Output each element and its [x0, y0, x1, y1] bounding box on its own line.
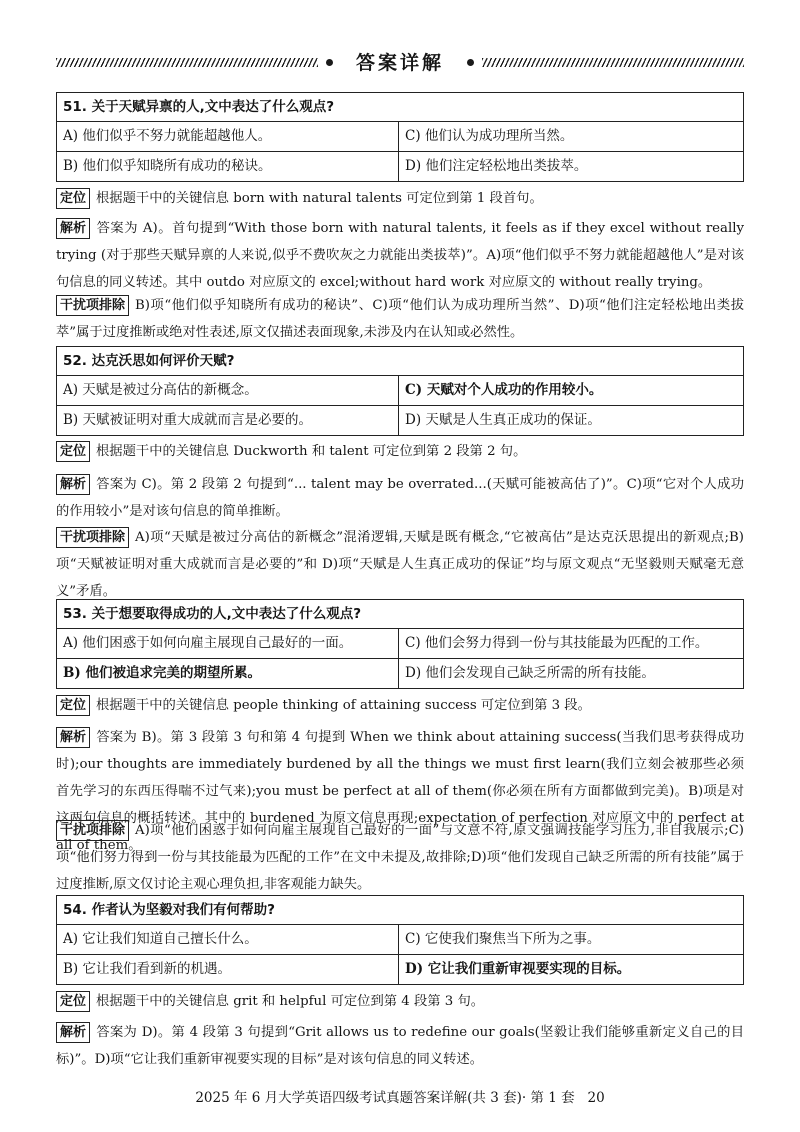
distractor-paragraph — [56, 524, 744, 605]
analysis-text: 答案为 C)。第 2 段第 2 句提到“... talent may be overrated...(天赋可能被高估了)”。C)项“它对个人成功的作用较小”是对该句信息的简单推断。 — [56, 477, 744, 519]
distractor-text: B)项“他们似乎知晓所有成功的秘诀”、C)项“他们认为成功理所当然”、D)项“他们注定轻松地出类拔萃”属于过度推断或绝对性表述,原文仅描述表面现象,未涉及内在认知或必然性。 — [56, 298, 744, 340]
locate-tag: 定位 — [56, 188, 90, 209]
page-header — [56, 48, 744, 78]
locate-text: 根据题干中的关键信息 grit 和 helpful 可定位到第 4 段第 3 句。 — [96, 994, 485, 1009]
distractor-paragraph — [56, 817, 744, 898]
locate-text: 根据题干中的关键信息 Duckworth 和 talent 可定位到第 2 段第 2 句。 — [96, 444, 527, 459]
locate-paragraph — [56, 438, 744, 465]
question-53-box — [56, 599, 744, 689]
option-row — [57, 151, 743, 181]
analysis-tag: 解析 — [56, 474, 90, 495]
distractor-tag: 干扰项排除 — [56, 527, 129, 548]
option-c: C) 天赋对个人成功的作用较小。 — [398, 376, 743, 405]
option-row — [57, 122, 743, 151]
option-row — [57, 405, 743, 435]
page-title: 答案详解 — [355, 52, 444, 74]
option-d: D) 天赋是人生真正成功的保证。 — [398, 406, 743, 435]
analysis-tag: 解析 — [56, 727, 90, 748]
analysis-paragraph — [56, 471, 744, 525]
locate-text: 根据题干中的关键信息 people thinking of attaining success 可定位到第 3 段。 — [96, 698, 591, 713]
option-b: B) 他们被追求完美的期望所累。 — [63, 665, 261, 681]
locate-tag: 定位 — [56, 991, 90, 1012]
question-51-box — [56, 92, 744, 182]
distractor-tag: 干扰项排除 — [56, 820, 129, 841]
option-a: A) 天赋是被过分高估的新概念。 — [63, 382, 258, 398]
option-row — [57, 954, 743, 984]
page-footer — [0, 1086, 800, 1106]
page-number: 20 — [587, 1090, 605, 1106]
option-row — [57, 376, 743, 405]
option-a: A) 他们似乎不努力就能超越他人。 — [63, 128, 272, 144]
analysis-text: 答案为 B)。第 3 段第 3 句和第 4 句提到 When we think about attaining success(当我们思考获得成功时);our thoughts are immediately burdened by all the things we must first learn(我们立刻会被那些必须首先学习的东西压得喘不过气来);you must be perfect at all of them(你必须在所有方面都做到完美)。B)项是对这两句信息的概括转述。其中的 burdened 为原文信息再现;expectation of perfection 对应原文中的 perfect at all of them。 — [56, 730, 744, 853]
locate-tag: 定位 — [56, 695, 90, 716]
question-title: 53. 关于想要取得成功的人,文中表达了什么观点? — [57, 600, 743, 629]
option-row — [57, 925, 743, 954]
locate-tag: 定位 — [56, 441, 90, 462]
question-52-box — [56, 346, 744, 436]
distractor-paragraph — [56, 292, 744, 346]
question-title: 51. 关于天赋异禀的人,文中表达了什么观点? — [57, 93, 743, 122]
option-c: C) 他们会努力得到一份与其技能最为匹配的工作。 — [398, 629, 743, 658]
option-c: C) 它使我们聚焦当下所为之事。 — [398, 925, 743, 954]
option-b: B) 它让我们看到新的机遇。 — [63, 961, 231, 977]
locate-paragraph — [56, 988, 744, 1015]
question-title: 54. 作者认为坚毅对我们有何帮助? — [57, 896, 743, 925]
analysis-paragraph — [56, 215, 744, 296]
option-a: A) 它让我们知道自己擅长什么。 — [63, 931, 258, 947]
locate-text: 根据题干中的关键信息 born with natural talents 可定位到第 1 段首句。 — [96, 191, 543, 206]
distractor-text: A)项“他们困惑于如何向雇主展现自己最好的一面”与文意不符,原文强调技能学习压力,非自我展示;C)项“他们努力得到一份与其技能最为匹配的工作”在文中未提及,故排除;D)项“他们发现自己缺乏所需的所有技能”属于过度推断,原文仅讨论主观心理负担,非客观能力缺失。 — [56, 823, 744, 892]
option-b: B) 他们似乎知晓所有成功的秘诀。 — [63, 158, 272, 174]
option-a: A) 他们困惑于如何向雇主展现自己最好的一面。 — [63, 635, 353, 651]
distractor-text: A)项“天赋是被过分高估的新概念”混淆逻辑,天赋是既有概念,“它被高估”是达克沃思提出的新观点;B)项“天赋被证明对重大成就而言是必要的”和 D)项“天赋是人生真正成功的保证”均与原文观点“无坚毅则天赋毫无意义”矛盾。 — [56, 530, 744, 599]
question-54-box — [56, 895, 744, 985]
analysis-paragraph — [56, 1019, 744, 1073]
question-title: 52. 达克沃思如何评价天赋? — [57, 347, 743, 376]
option-c: C) 他们认为成功理所当然。 — [398, 122, 743, 151]
distractor-tag: 干扰项排除 — [56, 295, 129, 316]
option-row — [57, 658, 743, 688]
header-dot-left — [326, 59, 333, 66]
analysis-tag: 解析 — [56, 1022, 90, 1043]
analysis-tag: 解析 — [56, 218, 90, 239]
option-row — [57, 629, 743, 658]
header-dot-right — [467, 59, 474, 66]
option-b: B) 天赋被证明对重大成就而言是必要的。 — [63, 412, 312, 428]
option-d: D) 他们会发现自己缺乏所需的所有技能。 — [398, 659, 743, 688]
locate-paragraph — [56, 185, 744, 212]
analysis-text: 答案为 A)。首句提到“With those born with natural talents, it feels as if they excel without really trying (对于那些天赋异禀的人来说,似乎不费吹灰之力就能出类拔萃)”。A)项“他们似乎不努力就能超越他人”是对该句信息的同义转述。其中 outdo 对应原文的 excel;without hard work 对应原文的 without really trying。 — [56, 221, 744, 290]
header-hatch-left — [56, 58, 318, 67]
analysis-text: 答案为 D)。第 4 段第 3 句提到“Grit allows us to redefine our goals(坚毅让我们能够重新定义自己的目标)”。D)项“它让我们重新审视要实现的目标”是对该句信息的同义转述。 — [56, 1025, 744, 1067]
header-hatch-right — [482, 58, 744, 67]
footer-text: 2025 年 6 月大学英语四级考试真题答案详解(共 3 套)· 第 1 套 — [195, 1090, 575, 1106]
locate-paragraph — [56, 692, 744, 719]
option-d: D) 它让我们重新审视要实现的目标。 — [398, 955, 743, 984]
option-d: D) 他们注定轻松地出类拔萃。 — [398, 152, 743, 181]
